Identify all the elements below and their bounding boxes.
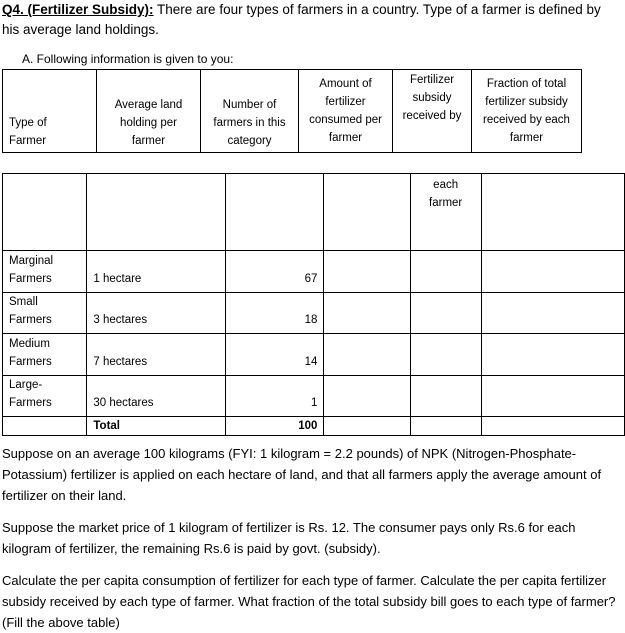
subsidy-cell[interactable]	[410, 376, 481, 417]
farmer-type-line: Marginal	[9, 255, 54, 267]
header-line: each	[433, 179, 459, 191]
header-table	[2, 69, 582, 153]
table-cell[interactable]	[481, 174, 624, 251]
header-fertilizer-subsidy	[393, 70, 472, 153]
paragraph-instructions: Calculate the per capita consumption of fertilizer for each type of farmer. Calculate the per capita fertilizer subsidy received by each type of farmer. What fraction of the total subsidy bill goes to each type of farmer? (Fill the above table)	[2, 573, 616, 630]
farmer-type-cell	[3, 293, 87, 334]
header-line: fertilizer subsidy	[485, 96, 568, 108]
fraction-cell[interactable]	[481, 293, 624, 334]
paragraph-market-price: Suppose the market price of 1 kilogram of fertilizer is Rs. 12. The consumer pays only Rs.6 for each kilogram of fertilizer, the remaining Rs.6 is paid by govt. (subsidy).	[2, 520, 576, 556]
land-holding-cell: 3 hectares	[87, 293, 226, 334]
farmer-type-line: Medium	[9, 338, 50, 350]
farmer-count-cell: 14	[226, 334, 324, 376]
fertilizer-consumed-cell[interactable]	[324, 417, 410, 436]
land-holding-cell: 1 hectare	[87, 251, 226, 293]
table-cell[interactable]	[87, 174, 226, 251]
header-line: Type of	[9, 117, 47, 129]
subsidy-cell[interactable]	[410, 293, 481, 334]
header-line: Average land	[114, 99, 183, 111]
farmer-type-line: Large-Farmers	[9, 379, 52, 409]
header-line: Amount of	[319, 78, 372, 90]
fertilizer-consumed-cell[interactable]	[324, 251, 410, 293]
question-text: There are four types of farmers in a country. Type of a farmer is defined by his average land holdings.	[2, 2, 601, 37]
header-line: received by	[402, 110, 462, 122]
table-cell[interactable]	[3, 174, 87, 251]
table-row	[3, 251, 625, 293]
header-line: received by each	[483, 114, 570, 126]
farmer-type-line: Small Farmers	[9, 296, 52, 326]
header-type-of-farmer	[3, 70, 97, 153]
data-table	[2, 173, 625, 436]
header-fertilizer-consumed	[299, 70, 393, 153]
header-line: Number of	[222, 99, 277, 111]
header-line: subsidy	[412, 92, 452, 104]
header-line: farmer	[328, 132, 363, 144]
question-statement	[2, 0, 620, 40]
farmer-count-cell: 67	[226, 251, 324, 293]
header-line: Fraction of total	[486, 78, 567, 90]
table-row	[3, 376, 625, 417]
fertilizer-consumed-cell[interactable]	[324, 376, 410, 417]
farmer-type-line: Farmers	[9, 273, 52, 285]
table-cell[interactable]	[226, 174, 324, 251]
section-a-label: A. Following information is given to you:	[22, 52, 234, 66]
total-value: 100	[226, 417, 324, 436]
header-line: consumed per	[309, 114, 382, 126]
fraction-cell[interactable]	[481, 334, 624, 376]
table-row	[3, 334, 625, 376]
fraction-cell[interactable]	[481, 376, 624, 417]
header-line: farmers in this	[213, 117, 286, 129]
farmer-type-cell	[3, 251, 87, 293]
subsidy-cell[interactable]	[410, 417, 481, 436]
fertilizer-consumed-cell[interactable]	[324, 334, 410, 376]
header-line: farmer	[509, 132, 544, 144]
land-holding-cell: 30 hectares	[87, 376, 226, 417]
header-line: Farmer	[9, 135, 47, 147]
header-line: category	[227, 135, 272, 147]
land-holding-cell: 7 hectares	[87, 334, 226, 376]
total-label: Total	[87, 417, 226, 436]
paragraph-fertilizer-usage: Suppose on an average 100 kilograms (FYI: 1 kilogram = 2.2 pounds) of NPK (Nitrogen-Phosphate-Potassium) fertilizer is applied on each hectare of land, and that all farmers apply the average amount of fertilizer on their land.	[2, 446, 602, 503]
header-line: farmer	[131, 135, 166, 147]
header-fraction-of-subsidy	[472, 70, 582, 153]
question-heading: Q4. (Fertilizer Subsidy):	[2, 2, 154, 17]
table-row	[3, 293, 625, 334]
subsidy-cell[interactable]	[410, 251, 481, 293]
header-line: Fertilizer	[409, 74, 455, 86]
farmer-type-cell	[3, 376, 87, 417]
farmer-type-cell	[3, 334, 87, 376]
subsidy-continued-cell	[410, 174, 481, 251]
fraction-cell[interactable]	[481, 417, 624, 436]
subsidy-cell[interactable]	[410, 334, 481, 376]
total-blank-cell	[3, 417, 87, 436]
fraction-cell[interactable]	[481, 251, 624, 293]
header-average-land	[97, 70, 201, 153]
farmer-count-cell: 18	[226, 293, 324, 334]
farmer-count-cell: 1	[226, 376, 324, 417]
fertilizer-consumed-cell[interactable]	[324, 293, 410, 334]
header-number-of-farmers	[201, 70, 299, 153]
header-line: fertilizer	[325, 96, 366, 108]
table-cell[interactable]	[324, 174, 410, 251]
header-line: holding per	[120, 117, 177, 129]
total-row	[3, 417, 625, 436]
header-line: farmer	[429, 197, 463, 209]
farmer-type-line: Farmers	[9, 356, 52, 368]
